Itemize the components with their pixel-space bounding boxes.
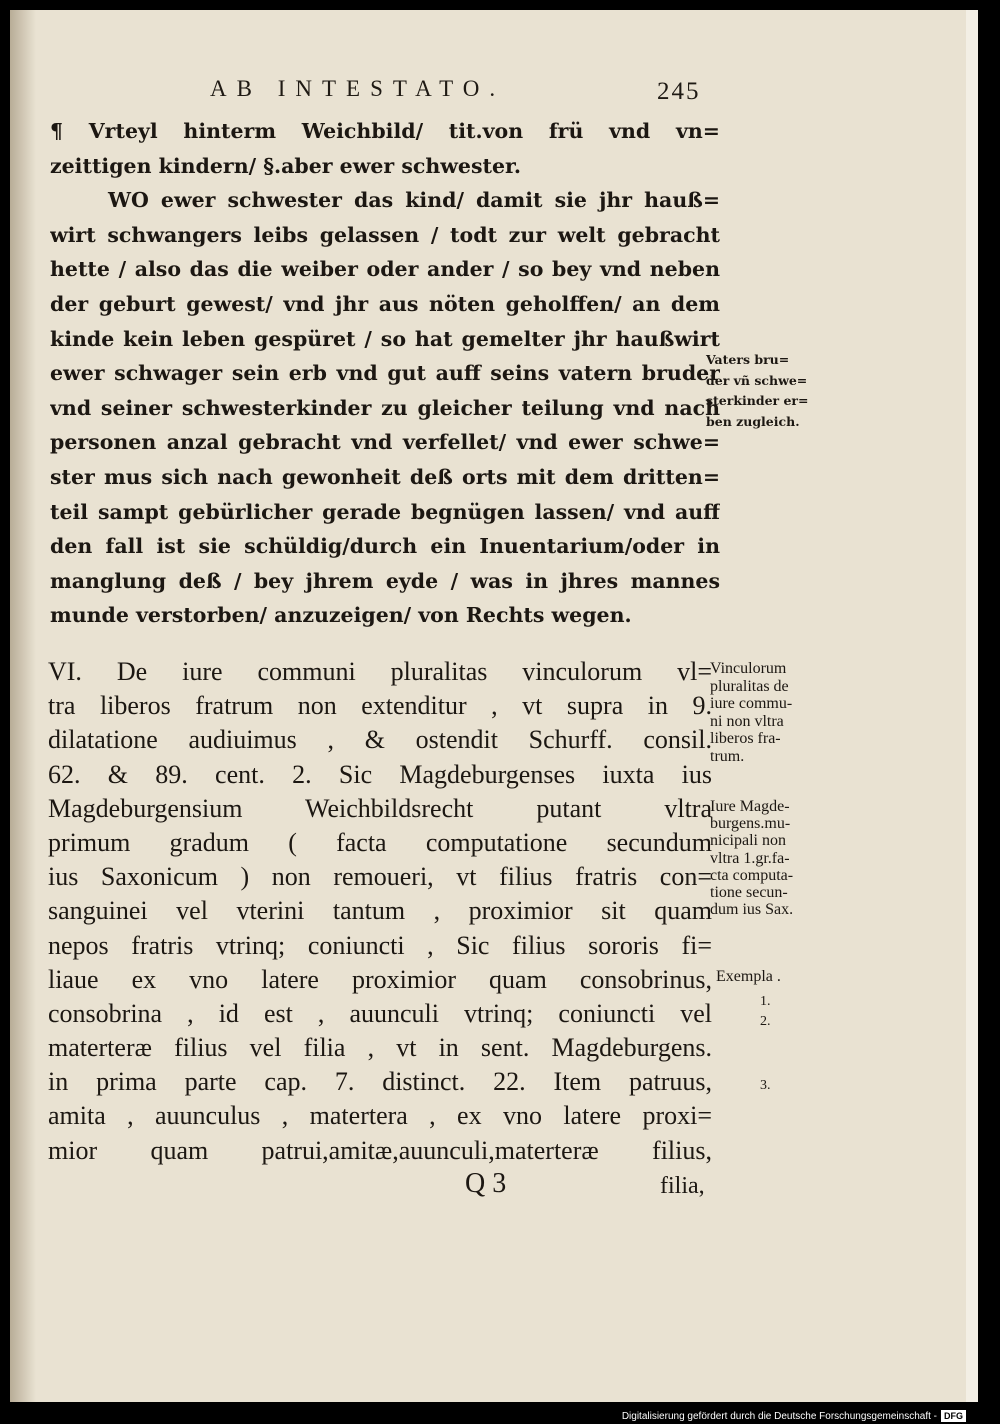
german-line: manglung deß / bey jhrem eyde / was in jhres mannes: [50, 568, 720, 593]
margin-note-german: [706, 350, 809, 432]
margin-note-exempla: [716, 968, 781, 986]
example-number-1: 1.: [760, 994, 771, 1009]
margin-note-iure-magdeburg: [710, 798, 793, 918]
margin-note-line: ben zugleich.: [706, 413, 800, 429]
latin-line: ius Saxonicum ) non remoueri, vt filius fratris con=: [48, 862, 712, 892]
pilcrow-icon: ¶: [50, 119, 89, 143]
latin-paragraph: [48, 655, 712, 1168]
german-line: teil sampt gebürlicher gerade begnügen lassen/ vnd auff: [50, 499, 720, 524]
dfg-logo: DFG: [941, 1410, 966, 1422]
margin-note-line: Vinculorum: [710, 660, 787, 677]
margin-note-line: tione secun-: [710, 884, 788, 902]
latin-line: amita , auunculus , matertera , ex vno latere proxi=: [48, 1101, 712, 1131]
example-number-3: 3.: [760, 1078, 771, 1093]
latin-line: nepos fratris vtrinq; coniuncti , Sic filius sororis fi=: [48, 930, 712, 960]
page-edge: [966, 10, 978, 1402]
signature-mark: Q 3: [465, 1168, 507, 1199]
latin-line: materteræ filius vel filia , vt in sent. Magdeburgens.: [48, 1033, 712, 1063]
german-paragraph: [50, 114, 720, 633]
german-line: personen anzal gebracht vnd verfellet/ vnd ewer schwe=: [50, 430, 720, 455]
german-line: ¶ Vrteyl hinterm Weichbild/ tit.von frü vnd vn=: [50, 119, 720, 143]
latin-line: in prima parte cap. 7. distinct. 22. Item patruus,: [48, 1067, 712, 1097]
german-line: den fall ist sie schüldig/durch ein Inuentarium/oder in: [50, 534, 720, 559]
margin-note-vinculorum: [710, 660, 792, 765]
margin-note-line: sterkinder er=: [706, 393, 809, 408]
latin-line: Magdeburgensium Weichbildsrecht putant vltra: [48, 793, 712, 823]
latin-line: dilatatione audiuimus , & ostendit Schurff. consil.: [48, 725, 712, 755]
margin-note-line: trum.: [710, 747, 745, 765]
digitization-footer: [622, 1410, 966, 1422]
running-head: AB INTESTATO.: [210, 76, 506, 101]
german-line: hette / also das die weiber oder ander / so bey vnd neben: [50, 257, 720, 282]
margin-note-line: der vñ schwe=: [706, 372, 808, 388]
margin-note-line: ni non vltra: [710, 712, 784, 730]
page-gutter-shadow: [10, 10, 36, 1402]
latin-line: tra liberos fratrum non extenditur , vt supra in 9.: [48, 691, 712, 721]
german-line: wirt schwangers leibs gelassen / todt zur welt gebracht: [50, 222, 720, 247]
german-line: ewer schwager sein erb vnd gut auff seins vatern bruder: [50, 361, 720, 386]
margin-note-line: cta computa-: [710, 866, 794, 884]
footer-credit: Digitalisierung gefördert durch die Deutsche Forschungsgemeinschaft -: [621, 1410, 937, 1422]
margin-note-line: Vaters bru=: [706, 352, 790, 367]
latin-line: sanguinei vel vterini tantum , proximior sit quam: [48, 896, 712, 926]
latin-line: liaue ex vno latere proximior quam consobrinus,: [48, 964, 712, 994]
latin-line: VI. De iure communi pluralitas vinculorum vl=: [48, 657, 712, 686]
margin-note-line: nicipali non: [710, 832, 786, 850]
german-line: vnd seiner schwesterkinder zu gleicher teilung vnd nach: [50, 395, 720, 420]
german-line: munde verstorben/ anzuzeigen/ von Rechts wegen.: [50, 603, 632, 628]
margin-note-line: burgens.mu-: [710, 815, 791, 833]
catchword: filia,: [660, 1173, 705, 1199]
latin-line: consobrina , id est , auunculi vtrinq; coniuncti vel: [48, 998, 712, 1028]
margin-note-line: iure commu-: [710, 695, 793, 712]
page-number: 245: [657, 78, 701, 105]
book-page: [10, 10, 978, 1402]
latin-line: mior quam patrui,amitæ,auunculi,materteræ filius,: [48, 1135, 712, 1165]
margin-note-line: dum ius Sax.: [710, 901, 794, 919]
margin-note-line: Iure Magde-: [710, 798, 790, 815]
example-number-2: 2.: [760, 1014, 771, 1029]
margin-note-line: pluralitas de: [710, 677, 789, 695]
german-line: kinde kein leben gespüret / so hat gemelter jhr haußwirt: [50, 326, 720, 351]
german-line: ster mus sich nach gewonheit deß orts mit dem dritten=: [50, 464, 720, 489]
margin-note-line: Exempla .: [716, 968, 781, 985]
german-line: WO ewer schwester das kind/ damit sie jhr hauß=: [108, 188, 720, 213]
latin-line: primum gradum ( facta computatione secundum: [48, 827, 712, 857]
latin-line: 62. & 89. cent. 2. Sic Magdeburgenses iuxta ius: [48, 759, 712, 789]
german-line: zeittigen kindern/ §.aber ewer schwester.: [50, 153, 522, 178]
margin-note-line: liberos fra-: [710, 730, 781, 747]
german-line: der geburt gewest/ vnd jhr aus nöten geholffen/ an dem: [50, 291, 720, 316]
margin-note-line: vltra 1.gr.fa-: [710, 849, 790, 867]
